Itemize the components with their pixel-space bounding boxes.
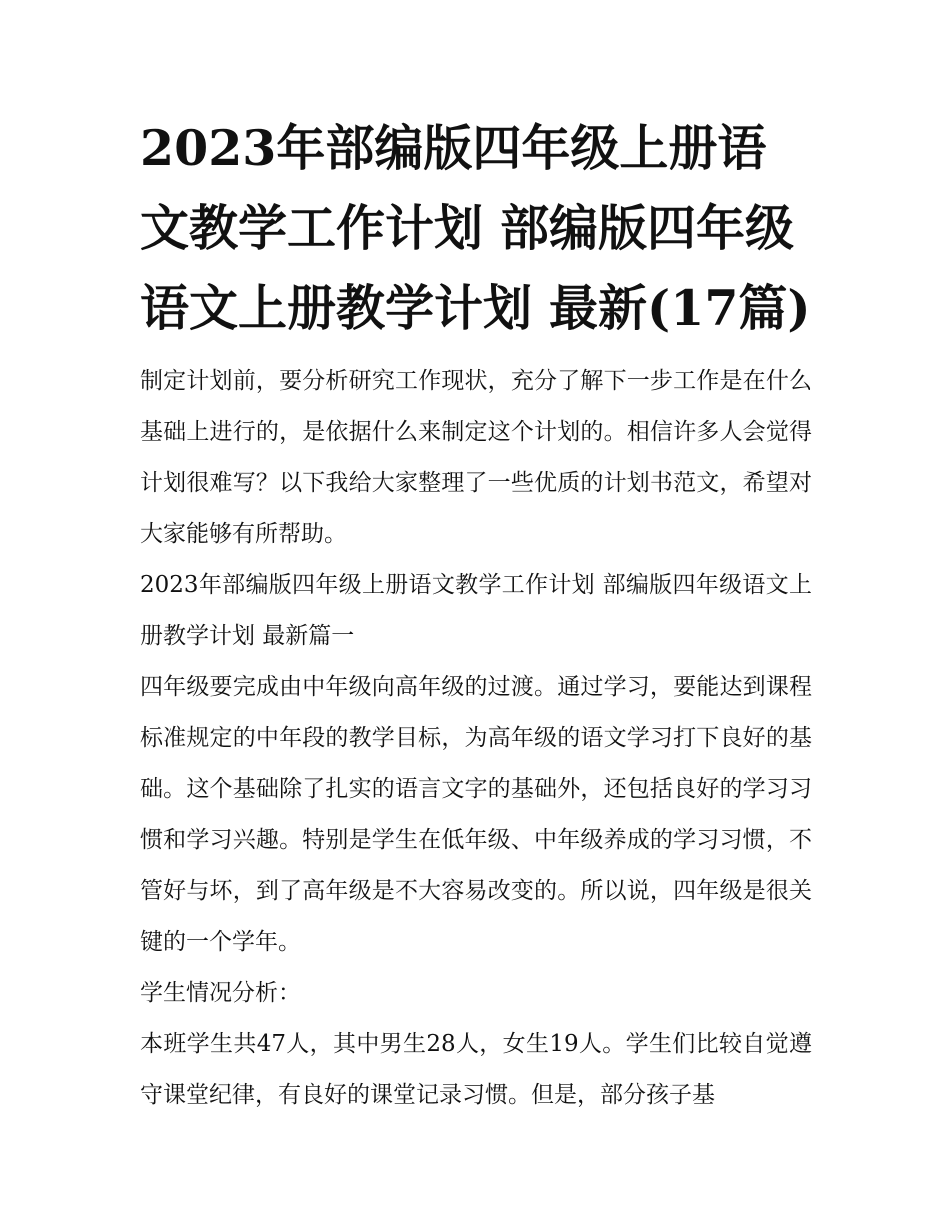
document-title: 2023年部编版四年级上册语文教学工作计划 部编版四年级语文上册教学计划 最新(17篇)	[140, 119, 811, 337]
intro-paragraph: 制定计划前，要分析研究工作现状，充分了解下一步工作是在什么基础上进行的，是依据什么来制定这个计划的。相信许多人会觉得计划很难写？以下我给大家整理了一些优质的计划书范文，希望对大家能够有所帮助。	[140, 368, 812, 547]
section-heading: 2023年部编版四年级上册语文教学工作计划 部编版四年级语文上册教学计划 最新篇一	[140, 572, 812, 649]
body-paragraph: 本班学生共47人，其中男生28人，女生19人。学生们比较自觉遵守课堂纪律，有良好的课堂记录习惯。但是，部分孩子基	[140, 1031, 812, 1108]
title-block	[140, 108, 812, 348]
subheading-student-analysis: 学生情况分析：	[140, 980, 301, 1006]
document-page	[140, 108, 812, 1121]
body-paragraph: 四年级要完成由中年级向高年级的过渡。通过学习，要能达到课程标准规定的中年段的教学目标，为高年级的语文学习打下良好的基础。这个基础除了扎实的语言文字的基础外，还包括良好的学习习惯和学习兴趣。特别是学生在低年级、中年级养成的学习习惯，不管好与坏，到了高年级是不大容易改变的。所以说，四年级是很关键的一个学年。	[140, 674, 812, 955]
